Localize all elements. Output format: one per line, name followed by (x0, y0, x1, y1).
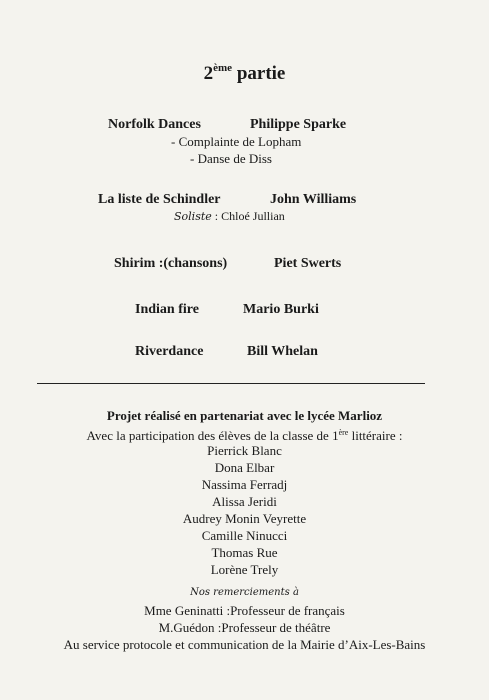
part-word: partie (236, 63, 286, 84)
student-name: Pierrick Blanc (207, 443, 282, 458)
soloist-line (174, 209, 285, 224)
thanks-heading: Nos remerciements à (190, 587, 299, 598)
thanks-line: Mme Geninatti :Professeur de français (144, 603, 345, 618)
piece-composer: Bill Whelan (247, 344, 318, 359)
student-name: Camille Ninucci (201, 528, 288, 543)
participation-line (0, 425, 489, 444)
participation-tail: littéraire : (348, 428, 403, 443)
student-name: Audrey Monin Veyrette (182, 511, 307, 526)
piece-movement: - Danse de Diss (190, 151, 272, 166)
piece-movement: - Complainte de Lopham (171, 134, 302, 149)
thanks-line: M.Guédon :Professeur de théâtre (158, 620, 331, 635)
soloist-name: : Chloé Jullian (211, 209, 285, 223)
piece-composer: Piet Swerts (274, 256, 342, 271)
soloist-label: Soliste (174, 210, 212, 223)
student-name: Lorène Trely (210, 562, 279, 577)
piece-title: Riverdance (135, 344, 204, 359)
project-title: Projet réalisé en partenariat avec le lycée Marlioz (106, 408, 383, 423)
piece-title: Norfolk Dances (108, 117, 201, 132)
student-name: Dona Elbar (214, 460, 275, 475)
part-number: 2 (203, 63, 214, 84)
divider (37, 383, 425, 384)
student-name: Alissa Jeridi (212, 494, 277, 509)
piece-composer: Mario Burki (243, 302, 319, 317)
participation-text: Avec la participation des élèves de la classe de 1 (86, 428, 339, 443)
piece-title: Indian fire (135, 302, 199, 317)
piece-title: La liste de Schindler (98, 192, 221, 207)
piece-title: Shirim :(chansons) (114, 256, 228, 271)
piece-composer: Philippe Sparke (250, 117, 347, 132)
piece-composer: John Williams (270, 192, 357, 207)
student-name: Nassima Ferradj (201, 477, 288, 492)
participation-sup: ère (338, 428, 349, 437)
student-name: Thomas Rue (211, 545, 278, 560)
part-number-suffix: ème (213, 62, 233, 74)
thanks-line: Au service protocole et communication de la Mairie d’Aix-Les-Bains (63, 637, 426, 652)
part-heading (0, 62, 489, 85)
